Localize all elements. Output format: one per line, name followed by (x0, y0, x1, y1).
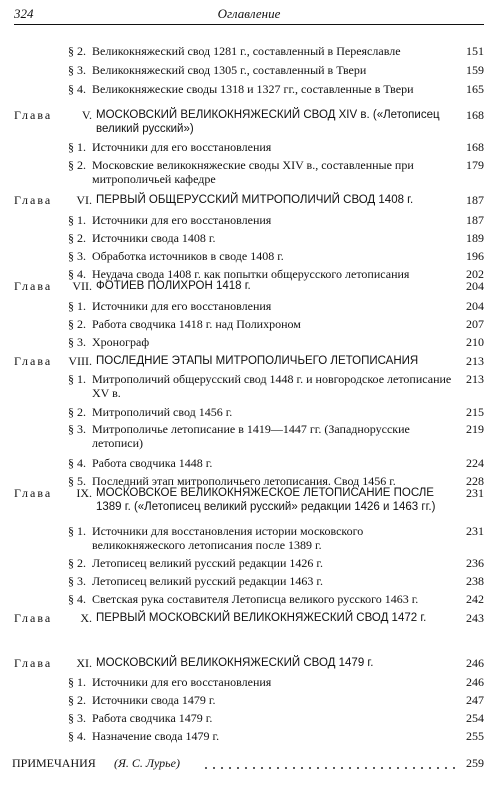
toc-page-number: 204 (466, 299, 484, 313)
toc-entry-title: Работа сводчика 1479 г. (92, 711, 213, 725)
running-header (14, 6, 484, 25)
toc-page-number: 213 (466, 372, 484, 386)
toc-page-number: 187 (466, 193, 484, 207)
chapter-number: IX. (76, 486, 92, 500)
chapter-number: X. (80, 611, 92, 625)
toc-entry-title: МОСКОВСКОЕ ВЕЛИКОКНЯЖЕСКОЕ ЛЕТОПИСАНИЕ ПОСЛЕ 1389 г. («Летописец великий русский» редакции 1426 и 1463 гг.) (96, 487, 436, 513)
section-number: § 2. (68, 158, 86, 172)
toc-entry-title: Митрополичий свод 1456 г. (92, 405, 233, 419)
section-number: § 2. (68, 231, 86, 245)
leader-dots (202, 756, 456, 770)
toc-page-number: 238 (466, 574, 484, 588)
toc-page-number: 259 (466, 756, 484, 770)
section-number: § 4. (68, 729, 86, 743)
chapter-label: Глава (14, 354, 53, 368)
toc-page-number: 242 (466, 592, 484, 606)
section-number: § 3. (68, 711, 86, 725)
toc-entry-title: Назначение свода 1479 г. (92, 729, 220, 743)
toc-entry-title: Последний этап митрополичьего летописания. Свод 1456 г. (92, 474, 396, 488)
chapter-number: VII. (72, 279, 92, 293)
toc-entry-title: Великокняжеские своды 1318 и 1327 гг., составленные в Твери (92, 82, 414, 96)
toc-page-number: 210 (466, 335, 484, 349)
toc-entry-title: Митрополичий общерусский свод 1448 г. и новгородское летописание XV в. (92, 372, 452, 400)
section-number: § 2. (68, 556, 86, 570)
toc-entry-title: ФОТИЕВ ПОЛИХРОН 1418 г. (96, 280, 251, 292)
toc-page-number: 255 (466, 729, 484, 743)
toc-entry-title: МОСКОВСКИЙ ВЕЛИКОКНЯЖЕСКИЙ СВОД 1479 г. (96, 657, 374, 669)
toc-page-number: 236 (466, 556, 484, 570)
chapter-number: V. (81, 108, 92, 122)
chapter-label: Глава (14, 486, 53, 500)
toc-page-number: 204 (466, 279, 484, 293)
section-number: § 3. (68, 422, 86, 436)
toc-entry-title: Летописец великий русский редакции 1463 г. (92, 574, 323, 588)
section-number: § 4. (68, 267, 86, 281)
section-number: § 1. (68, 299, 86, 313)
toc-page-number: 179 (466, 158, 484, 172)
toc-entry-title: Хронограф (92, 335, 150, 349)
toc-entry-title: Московские великокняжеские своды XIV в., составленные при митрополичьей кафедре (92, 158, 414, 186)
toc-entry-title: Летописец великий русский редакции 1426 г. (92, 556, 323, 570)
toc-entry-title: Работа сводчика 1448 г. (92, 456, 213, 470)
toc-page-number: 189 (466, 231, 484, 245)
toc-page-number: 168 (466, 140, 484, 154)
toc-page-number: 213 (466, 354, 484, 368)
section-number: § 1. (68, 524, 86, 538)
toc-entry-title: Великокняжеский свод 1281 г., составленный в Переяславле (92, 44, 401, 58)
toc-page-number: 224 (466, 456, 484, 470)
chapter-label: Глава (14, 193, 53, 207)
section-number: § 4. (68, 82, 86, 96)
toc-entry-title: Источники для его восстановления (92, 140, 272, 154)
notes-author: (Я. С. Лурье) (114, 756, 180, 770)
toc-page-number: 231 (466, 486, 484, 500)
section-number: § 2. (68, 405, 86, 419)
section-number: § 5. (68, 474, 86, 488)
toc-page-number: 254 (466, 711, 484, 725)
toc-entry-title: Неудача свода 1408 г. как попытки общерусского летописания (92, 267, 410, 281)
section-number: § 3. (68, 63, 86, 77)
toc-page-number: 246 (466, 656, 484, 670)
toc-entry-title: Источники свода 1408 г. (92, 231, 216, 245)
toc-page-number: 168 (466, 108, 484, 122)
toc-entry-title: Обработка источников в своде 1408 г. (92, 249, 284, 263)
toc-page-number: 196 (466, 249, 484, 263)
page-number: 324 (14, 6, 34, 21)
section-number: § 4. (68, 456, 86, 470)
toc-entry-title: ПОСЛЕДНИЕ ЭТАПЫ МИТРОПОЛИЧЬЕГО ЛЕТОПИСАНИЯ (96, 355, 419, 367)
toc-entry-title: Источники для его восстановления (92, 675, 272, 689)
toc-entry-title: Источники для его восстановления (92, 213, 272, 227)
chapter-label: Глава (14, 611, 53, 625)
toc-entry-title: Источники для его восстановления (92, 299, 272, 313)
toc-entry-title: ПЕРВЫЙ ОБЩЕРУССКИЙ МИТРОПОЛИЧИЙ СВОД 1408 г. (96, 194, 414, 206)
section-number: § 1. (68, 675, 86, 689)
toc-page-number: 247 (466, 693, 484, 707)
running-title: Оглавление (217, 6, 281, 21)
section-number: § 3. (68, 249, 86, 263)
section-number: § 1. (68, 372, 86, 386)
chapter-label: Глава (14, 108, 53, 122)
toc-page-number: 231 (466, 524, 484, 538)
toc-entry-title: Источники для восстановления истории московского великокняжеского летописания после 1389 г. (92, 524, 364, 552)
section-number: § 2. (68, 317, 86, 331)
toc-entry-title: МОСКОВСКИЙ ВЕЛИКОКНЯЖЕСКИЙ СВОД XIV в. («Летописец великий русский») (96, 109, 440, 135)
toc-page-number: 159 (466, 63, 484, 77)
section-number: § 3. (68, 335, 86, 349)
section-number: § 1. (68, 140, 86, 154)
toc-page-number: 219 (466, 422, 484, 436)
section-number: § 1. (68, 213, 86, 227)
toc-page-number: 151 (466, 44, 484, 58)
chapter-number: XI. (76, 656, 92, 670)
toc-entry-title: Великокняжеский свод 1305 г., составленный в Твери (92, 63, 367, 77)
section-number: § 2. (68, 44, 86, 58)
section-number: § 2. (68, 693, 86, 707)
chapter-label: Глава (14, 656, 53, 670)
toc-entry-title: Митрополичье летописание в 1419—1447 гг. (Западнорусские летописи) (92, 422, 410, 450)
toc-page-number: 246 (466, 675, 484, 689)
toc-entry-title: ПРИМЕЧАНИЯ (12, 756, 96, 770)
chapter-number: VI. (76, 193, 92, 207)
toc-page-number: 202 (466, 267, 484, 281)
toc-entry-title: Светская рука составителя Летописца великого русского 1463 г. (92, 592, 419, 606)
toc-entry-title: ПЕРВЫЙ МОСКОВСКИЙ ВЕЛИКОКНЯЖЕСКИЙ СВОД 1472 г. (96, 612, 427, 624)
toc-page-number: 215 (466, 405, 484, 419)
toc-page-number: 187 (466, 213, 484, 227)
toc-entry-title: Источники свода 1479 г. (92, 693, 216, 707)
section-number: § 3. (68, 574, 86, 588)
toc-page-number: 243 (466, 611, 484, 625)
toc-page-number: 207 (466, 317, 484, 331)
toc-page-number: 228 (466, 474, 484, 488)
chapter-label: Глава (14, 279, 53, 293)
toc-entry-title: Работа сводчика 1418 г. над Полихроном (92, 317, 301, 331)
chapter-number: VIII. (68, 354, 92, 368)
section-number: § 4. (68, 592, 86, 606)
toc-page-number: 165 (466, 82, 484, 96)
